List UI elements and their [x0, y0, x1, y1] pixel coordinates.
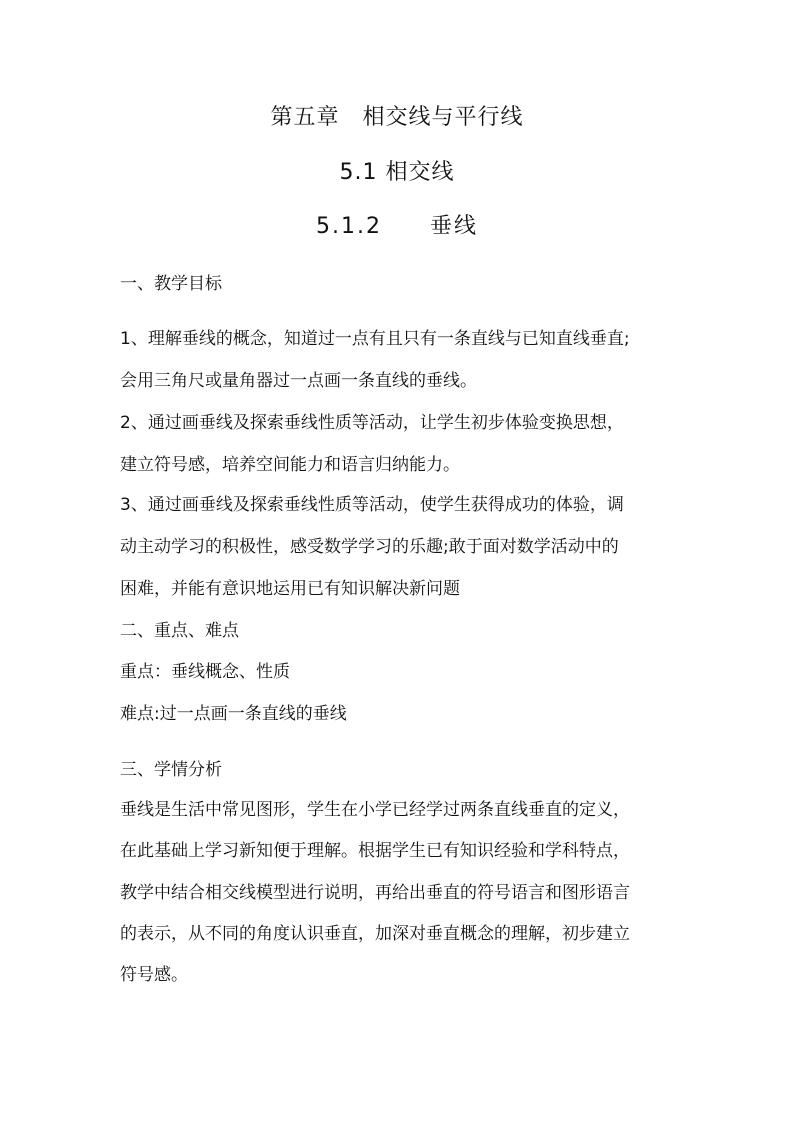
objective-1-line-1: 1、理解垂线的概念，知道过一点有且只有一条直线与已知直线垂直;	[120, 329, 630, 349]
objective-3-line-3: 困难，并能有意识地运用已有知识解决新问题	[120, 579, 460, 599]
section-title: 5.1 相交线	[339, 160, 455, 185]
keypoints-heading: 二、重点、难点	[120, 621, 239, 641]
keypoint-difficulty: 难点:过一点画一条直线的垂线	[120, 704, 347, 724]
objective-2-line-2: 建立符号感，培养空间能力和语言归纳能力。	[120, 455, 460, 475]
analysis-line-2: 在此基础上学习新知便于理解。根据学生已有知识经验和学科特点，	[120, 841, 630, 861]
objective-2-line-1: 2、通过画垂线及探索垂线性质等活动，让学生初步体验变换思想，	[120, 413, 624, 433]
subsection-title: 5.1.2 垂线	[316, 214, 478, 239]
objective-3-line-2: 动主动学习的积极性，感受数学学习的乐趣;敢于面对数学活动中的	[120, 537, 619, 557]
keypoint-focus: 重点：垂线概念、性质	[120, 662, 290, 682]
objectives-heading: 一、教学目标	[120, 274, 222, 294]
analysis-heading: 三、学情分析	[120, 760, 222, 780]
analysis-line-3: 教学中结合相交线模型进行说明，再给出垂直的符号语言和图形语言	[120, 883, 630, 903]
analysis-line-4: 的表示，从不同的角度认识垂直，加深对垂直概念的理解，初步建立	[120, 924, 630, 944]
objective-1-line-2: 会用三角尺或量角器过一点画一条直线的垂线。	[120, 371, 477, 391]
analysis-line-5: 符号感。	[120, 965, 188, 985]
chapter-title: 第五章 相交线与平行线	[270, 105, 524, 130]
analysis-line-1: 垂线是生活中常见图形，学生在小学已经学过两条直线垂直的定义，	[120, 800, 630, 820]
objective-3-line-1: 3、通过画垂线及探索垂线性质等活动，使学生获得成功的体验，调	[120, 495, 624, 515]
